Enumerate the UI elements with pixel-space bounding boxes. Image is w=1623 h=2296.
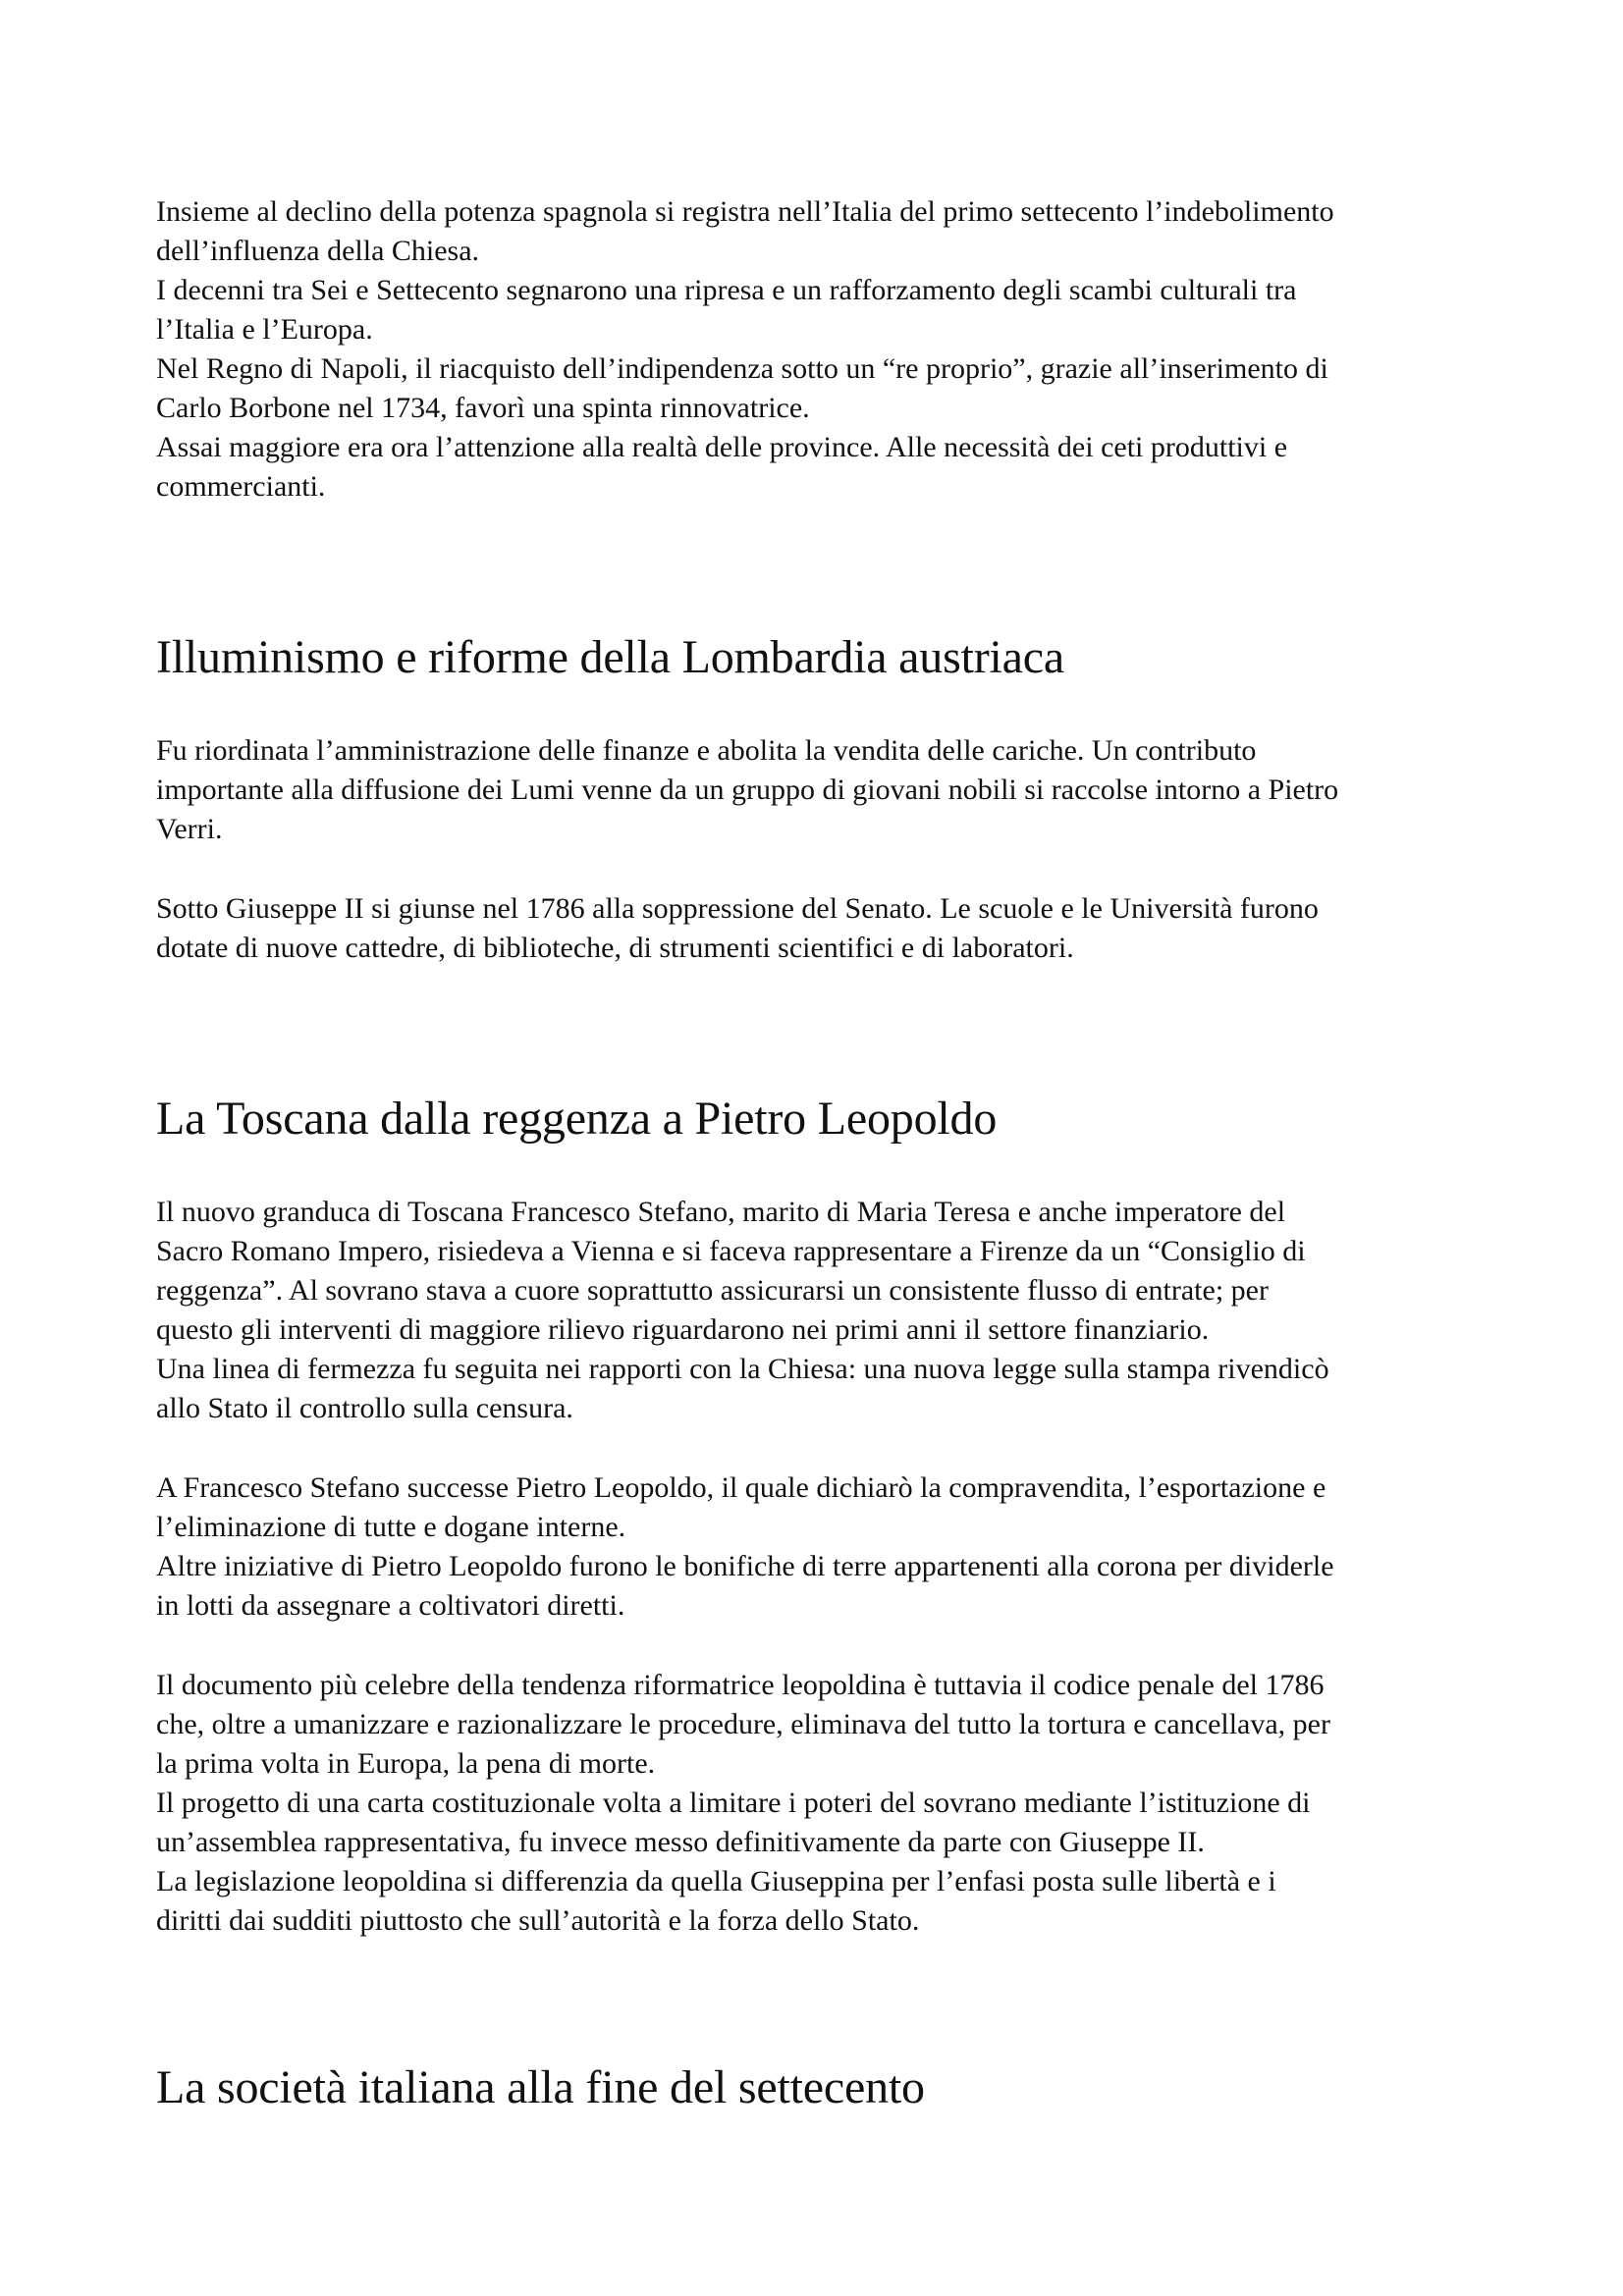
text-line: Il documento più celebre della tendenza riformatrice leopoldina è tuttavia il codice penale del 1786 — [156, 1669, 1325, 1701]
lombardia-paragraph-2 — [156, 889, 1491, 968]
text-line: Nel Regno di Napoli, il riacquisto dell’indipendenza sotto un “re proprio”, grazie all’inserimento di — [156, 352, 1328, 385]
toscana-paragraph-1 — [156, 1193, 1491, 1350]
section-heading-societa: La società italiana alla fine del settecento — [156, 2061, 925, 2113]
text-line: l’eliminazione di tutte e dogane interne. — [156, 1511, 626, 1543]
text-line: Il nuovo granduca di Toscana Francesco Stefano, marito di Maria Teresa e anche imperatore del — [156, 1196, 1286, 1228]
text-line: La legislazione leopoldina si differenzia da quella Giuseppina per l’enfasi posta sulle libertà e i — [156, 1865, 1276, 1897]
text-line: importante alla diffusione dei Lumi venne da un gruppo di giovani nobili si raccolse intorno a Pietro — [156, 774, 1339, 806]
toscana-paragraph-7 — [156, 1862, 1491, 1941]
text-line: reggenza”. Al sovrano stava a cuore soprattutto assicurarsi un consistente flusso di entrate; per — [156, 1274, 1269, 1307]
toscana-paragraph-2 — [156, 1350, 1491, 1428]
text-line: commercianti. — [156, 470, 326, 503]
text-line: Sacro Romano Impero, risiedeva a Vienna e si faceva rappresentare a Firenze da un “Consiglio di — [156, 1235, 1306, 1267]
text-line: allo Stato il controllo sulla censura. — [156, 1392, 573, 1424]
text-line: Una linea di fermezza fu seguita nei rapporti con la Chiesa: una nuova legge sulla stampa rivendicò — [156, 1353, 1329, 1385]
toscana-paragraph-6 — [156, 1784, 1491, 1862]
text-line: la prima volta in Europa, la pena di morte. — [156, 1747, 656, 1780]
section-heading-lombardia: Illuminismo e riforme della Lombardia austriaca — [156, 631, 1064, 683]
text-line: I decenni tra Sei e Settecento segnarono una ripresa e un rafforzamento degli scambi culturali tra — [156, 274, 1297, 306]
intro-paragraph-4 — [156, 428, 1491, 507]
text-line: Fu riordinata l’amministrazione delle finanze e abolita la vendita delle cariche. Un contributo — [156, 734, 1257, 767]
text-line: Carlo Borbone nel 1734, favorì una spinta rinnovatrice. — [156, 392, 810, 424]
text-line: Altre iniziative di Pietro Leopoldo furono le bonifiche di terre appartenenti alla corona per dividerle — [156, 1550, 1334, 1582]
text-line: un’assemblea rappresentativa, fu invece messo definitivamente da parte con Giuseppe II. — [156, 1826, 1205, 1858]
text-line: Sotto Giuseppe II si giunse nel 1786 alla soppressione del Senato. Le scuole e le Università furono — [156, 892, 1319, 925]
text-line: diritti dai sudditi piuttosto che sull’autorità e la forza dello Stato. — [156, 1904, 920, 1937]
text-line: A Francesco Stefano successe Pietro Leopoldo, il quale dichiarò la compravendita, l’esportazione e — [156, 1471, 1326, 1504]
toscana-paragraph-3 — [156, 1468, 1491, 1547]
text-line: dotate di nuove cattedre, di biblioteche, di strumenti scientifici e di laboratori. — [156, 932, 1074, 964]
text-line: Insieme al declino della potenza spagnola si registra nell’Italia del primo settecento l’indebolimento — [156, 195, 1334, 228]
text-line: dell’influenza della Chiesa. — [156, 235, 480, 267]
text-line: Assai maggiore era ora l’attenzione alla realtà delle province. Alle necessità dei ceti produttivi e — [156, 431, 1288, 463]
toscana-paragraph-4 — [156, 1547, 1491, 1626]
text-line: che, oltre a umanizzare e razionalizzare le procedure, eliminava del tutto la tortura e cancellava, per — [156, 1708, 1330, 1740]
intro-paragraph-1 — [156, 192, 1491, 271]
text-line: Il progetto di una carta costituzionale volta a limitare i poteri del sovrano mediante l’istituzione di — [156, 1787, 1311, 1819]
text-line: Verri. — [156, 813, 223, 845]
section-heading-toscana: La Toscana dalla reggenza a Pietro Leopoldo — [156, 1093, 998, 1145]
intro-paragraph-2 — [156, 271, 1491, 349]
lombardia-paragraph-1 — [156, 731, 1491, 849]
text-line: in lotti da assegnare a coltivatori diretti. — [156, 1589, 625, 1622]
text-line: questo gli interventi di maggiore rilievo riguardarono nei primi anni il settore finanziario. — [156, 1313, 1210, 1346]
toscana-paragraph-5 — [156, 1666, 1491, 1784]
text-line: l’Italia e l’Europa. — [156, 313, 373, 346]
intro-paragraph-3 — [156, 349, 1491, 428]
